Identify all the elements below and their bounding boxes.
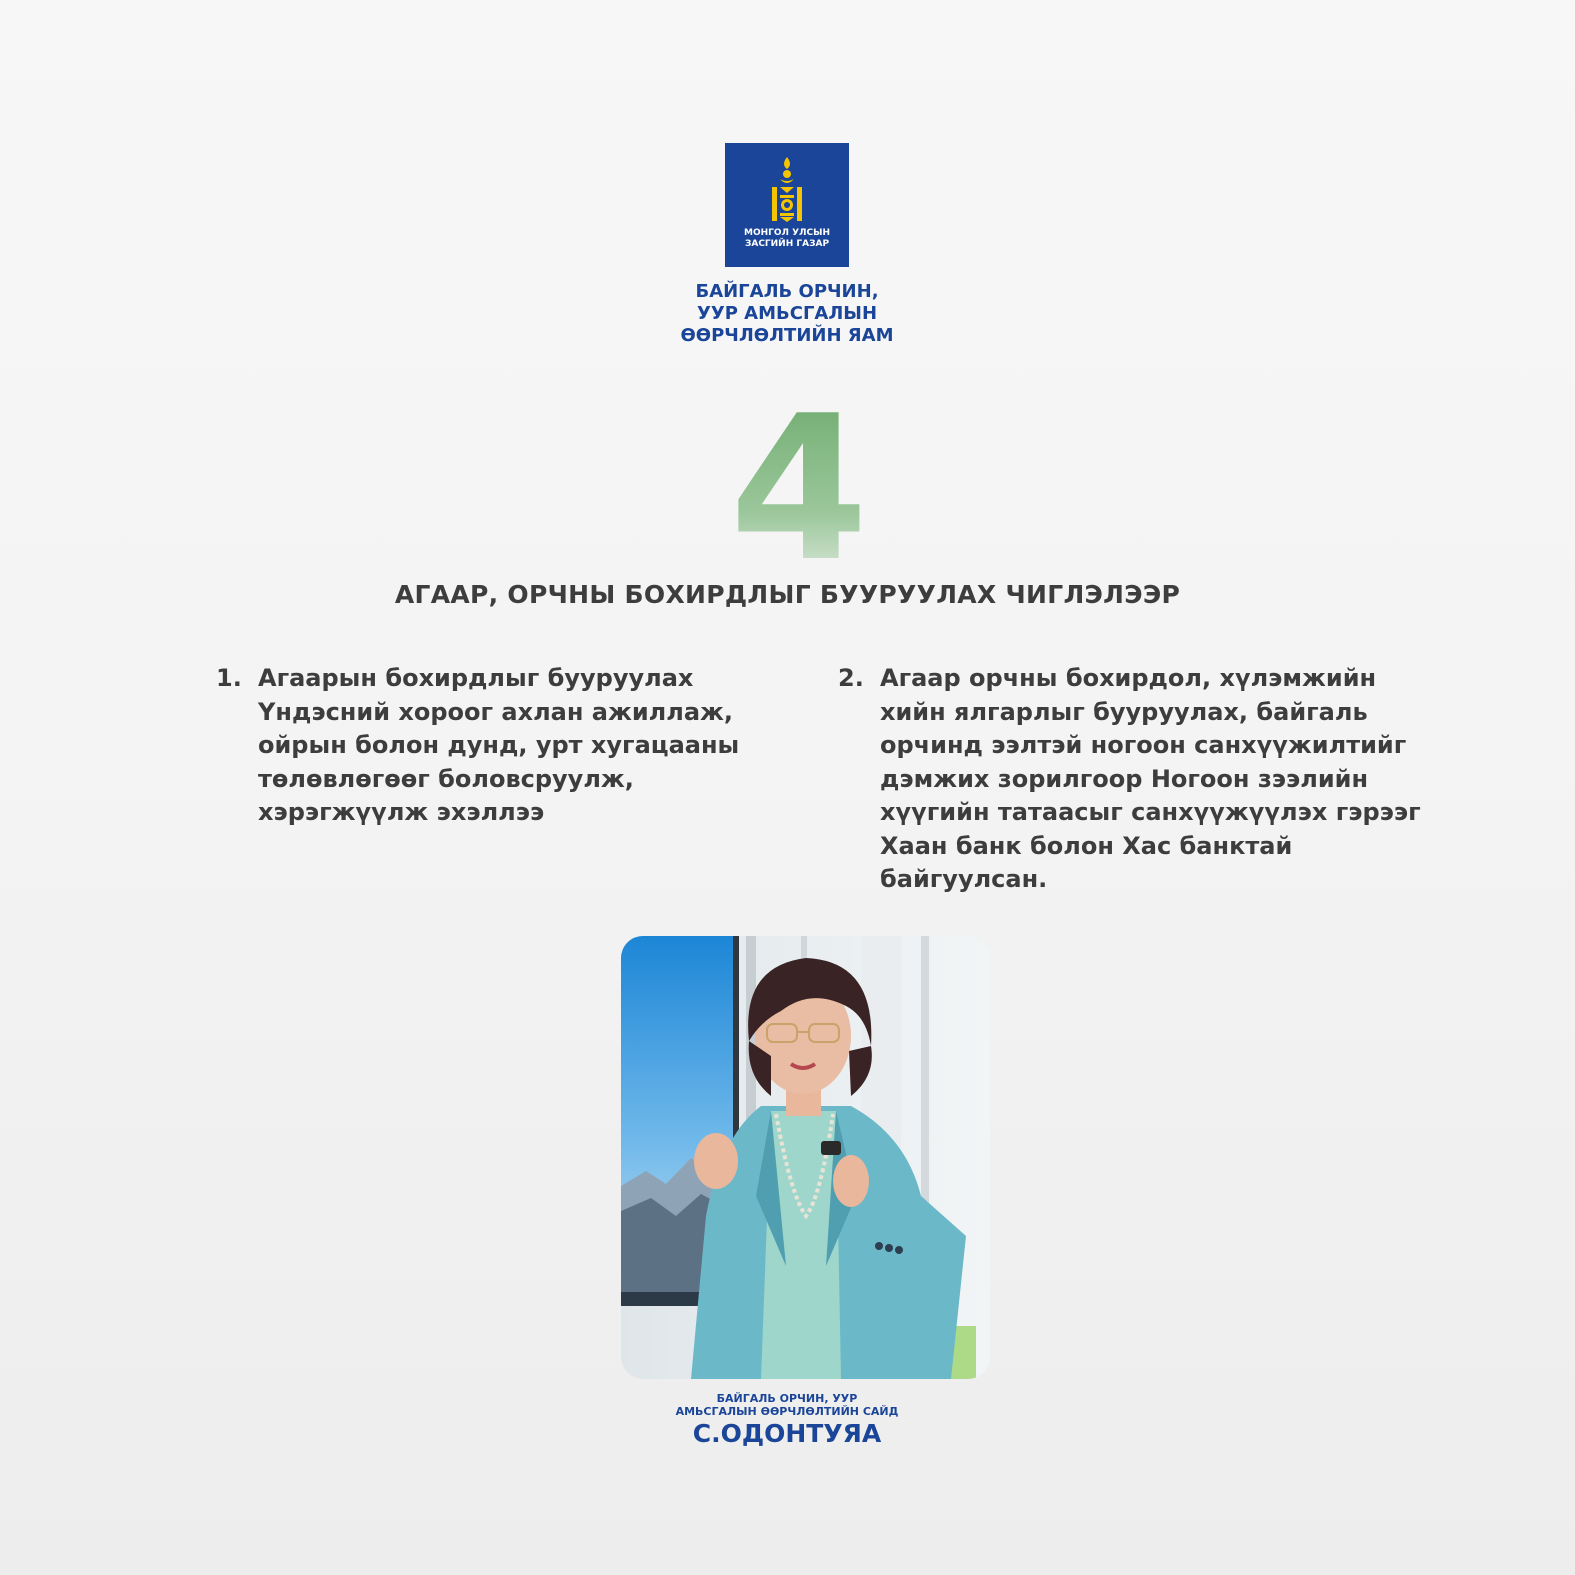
speaker-photo xyxy=(621,936,990,1379)
list-item-line: ойрын болон дунд, урт хугацааны xyxy=(258,731,740,759)
seal-text-line-2: ЗАСГИЙН ГАЗАР xyxy=(744,239,830,249)
speaker-role-line-1: БАЙГАЛЬ ОРЧИН, УУР xyxy=(716,1392,858,1405)
list-item-line: Хаан банк болон Хас банктай xyxy=(880,831,1293,860)
speaker-role xyxy=(587,1392,987,1418)
list-item-line: хэрэгжүүлж эхэллээ xyxy=(258,798,545,826)
list-item-number: 2. xyxy=(838,664,864,692)
list-item-line: Агаарын бохирдлыг бууруулах xyxy=(258,664,694,692)
list-item-line: Үндэсний хороог ахлан ажиллаж, xyxy=(258,697,734,726)
section-title: АГААР, ОРЧНЫ БОХИРДЛЫГ БУУРУУЛАХ ЧИГЛЭЛЭЭР xyxy=(394,580,1181,609)
section-number-text: 4 xyxy=(729,400,869,570)
ministry-name-line-1: БАЙГАЛЬ ОРЧИН, xyxy=(695,281,879,302)
seal-text-line-1: МОНГОЛ УЛСЫН xyxy=(743,228,830,238)
list-item-line: төлөвлөгөөг боловсруулж, xyxy=(258,764,634,793)
list-item-line: хийн ялгарлыг бууруулах, байгаль xyxy=(880,697,1368,726)
ministry-name-line-2: УУР АМЬСГАЛЫН xyxy=(696,303,878,324)
list-item-line: хүүгийн татаасыг санхүүжүүлэх гэрээг xyxy=(880,798,1421,826)
list-item-text xyxy=(880,662,1480,897)
government-logo xyxy=(725,143,849,267)
list-item-text xyxy=(258,662,858,830)
list-item-number: 1. xyxy=(216,664,242,692)
list-item-line: Агаар орчны бохирдол, хүлэмжийн xyxy=(880,664,1377,692)
ministry-name xyxy=(587,281,987,347)
speaker-name: С.ОДОНТУЯА xyxy=(692,1419,882,1448)
section-number xyxy=(687,400,887,570)
ministry-name-line-3: ӨӨРЧЛӨЛТИЙН ЯАМ xyxy=(680,325,894,346)
list-item-line: дэмжих зорилгоор Ногоон зээлийн xyxy=(880,764,1369,793)
speaker-role-line-2: АМЬСГАЛЫН ӨӨРЧЛӨЛТИЙН САЙД xyxy=(675,1405,899,1418)
list-item-line: орчинд ээлтэй ногоон санхүүжилтийг xyxy=(880,731,1407,759)
list-item-line: байгуулсан. xyxy=(880,865,1048,893)
